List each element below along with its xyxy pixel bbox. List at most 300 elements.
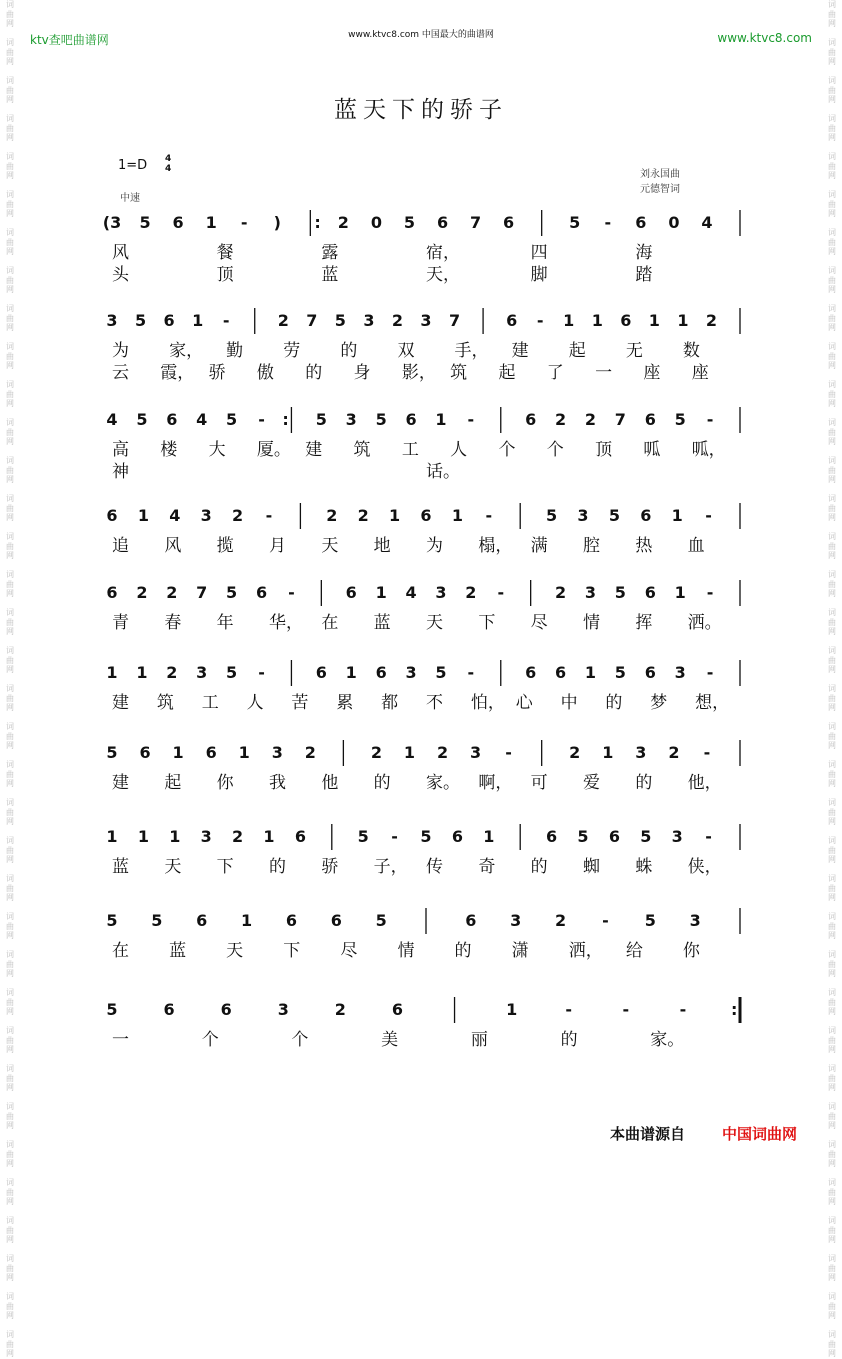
lyric-syllable: 潇 [511, 941, 529, 961]
lyric-syllable: 洒。 [687, 613, 722, 633]
lyric-syllable: 双 [397, 341, 415, 361]
score-note: ) [273, 213, 281, 232]
score-note: - [565, 1000, 573, 1019]
score-note: 5 [403, 213, 416, 232]
lyric-syllable: 建 [112, 693, 129, 713]
lyric-syllable: 的 [269, 857, 286, 877]
score-note: 1 [435, 410, 447, 429]
song-title: 蓝天下的骄子 [334, 97, 508, 123]
score-note: 1 [238, 743, 250, 762]
lyric-syllable: 都 [381, 693, 399, 713]
score-note: 1 [483, 827, 495, 846]
score-note: 1 [106, 663, 118, 682]
lyric-syllable: 风 [112, 243, 129, 263]
score-note: 1 [169, 827, 181, 846]
score-note: 3 [196, 663, 208, 682]
score-note: 6 [294, 827, 306, 846]
score-note: 2 [232, 827, 244, 846]
score-note: - [391, 827, 398, 846]
lyric-syllable: 情 [583, 613, 600, 633]
score-note: 2 [584, 410, 597, 429]
score-note: - [485, 506, 493, 525]
score-note: 3 [671, 827, 683, 846]
score-note: 4 [169, 506, 181, 525]
score-note: 1 [136, 663, 148, 682]
score-note: 5 [106, 1000, 118, 1019]
lyric-syllable: 天 [426, 613, 443, 633]
score-note: 1 [602, 743, 614, 762]
lyric-syllable: 他 [321, 773, 339, 793]
score-note: 3 [435, 583, 447, 602]
score-note: 2 [326, 506, 338, 525]
score-note: 5 [151, 911, 163, 930]
lyric-syllable: 可 [530, 773, 548, 793]
lyric-syllable: 天 [164, 857, 182, 877]
lyric-syllable: 为 [426, 536, 443, 556]
score-note: 1 [137, 506, 149, 525]
score-note: 6 [644, 583, 656, 602]
lyric-syllable: 奇 [478, 857, 496, 877]
lyric-syllable: 追 [112, 536, 129, 556]
lyric-syllable: 座 [643, 363, 661, 383]
lyric-syllable: 宿， [426, 243, 460, 263]
score-note: 6 [220, 1000, 232, 1019]
score-note: 6 [106, 506, 118, 525]
score-note: 1 [389, 506, 401, 525]
lyric-syllable: 座 [691, 363, 709, 383]
score-note: 7 [306, 311, 318, 330]
score-note: 1 [403, 743, 416, 762]
score-note: 3 [271, 743, 283, 762]
score-note: 3 [420, 311, 432, 330]
score-note: - [705, 827, 712, 846]
lyric-syllable: 头 [112, 265, 129, 285]
score-note: 2 [357, 506, 369, 525]
score-note: - [505, 743, 512, 762]
score-note: 6 [525, 410, 537, 429]
score-note: 2 [370, 743, 382, 762]
score-note: 2 [337, 213, 349, 232]
score-note: - [706, 410, 714, 429]
score-note: 1 [451, 506, 463, 525]
score-note: 6 [166, 410, 178, 429]
score-note: 6 [139, 743, 151, 762]
lyric-syllable: 春 [164, 613, 182, 633]
score-note: 1 [106, 827, 118, 846]
lyric-syllable: 青 [112, 613, 129, 633]
lyric-syllable: 影， [401, 363, 436, 383]
score-note: 6 [503, 213, 515, 232]
score-note: 5 [334, 311, 346, 330]
score-note: - [288, 583, 295, 602]
lyric-syllable: 傲 [256, 363, 274, 383]
meter-top: 4 [165, 154, 172, 164]
score-note: 5 [614, 583, 626, 602]
lyric-syllable: 洒， [568, 941, 603, 961]
score-note: 1 [263, 827, 275, 846]
score-note: 5 [375, 911, 387, 930]
score-note: - [497, 583, 505, 602]
lyric-syllable: 骄 [321, 857, 339, 877]
score-note: 4 [106, 410, 118, 429]
lyric-syllable: 起 [568, 341, 586, 361]
lyric-syllable: 工 [201, 693, 219, 713]
score-note: 2 [304, 743, 316, 762]
lyric-syllable: 下 [216, 857, 234, 877]
score-note: 1 [563, 311, 575, 330]
score-note: 2 [277, 311, 289, 330]
score-note: 6 [163, 1000, 175, 1019]
lyric-syllable: 顶 [216, 265, 234, 285]
score-note: 4 [701, 213, 713, 232]
lyric-syllable: 家。 [426, 773, 460, 793]
score-note: 3 [200, 506, 212, 525]
lyric-syllable: 筑 [450, 363, 468, 383]
lyric-syllable: 楼 [160, 440, 178, 460]
score-note: 2 [555, 911, 567, 930]
lyric-syllable: 风 [164, 536, 182, 556]
score-note: 5 [315, 410, 327, 429]
score-note: 5 [226, 663, 238, 682]
score-note: 6 [315, 663, 327, 682]
score-note: 3 [200, 827, 212, 846]
watermark-left: 词 曲 网 词 曲 网 词 曲 网 词 曲 网 词 曲 网 词 曲 网 词 曲 网 词 曲 网 词 曲 网 词 曲 网 词 曲 网 词 曲 网 词 曲 网 词 曲 网 词 曲 网 词 曲 网 词 曲 网 词 曲 网 词 曲 网 词 曲 网 词 曲 网 词 曲 网 词 曲 网 词 曲 网 词 曲 网 词 曲 网 词 曲 网 词 曲 网 词 曲 网 词 曲 网 词 曲 网 词 曲 网 词 曲 网 词 曲 网 词 曲 网 词 曲 网 [6, 0, 14, 1358]
key-signature: 1=D [118, 158, 148, 173]
score-note: 5 [226, 583, 238, 602]
footer-source-label: 本曲谱源自 [610, 1125, 686, 1143]
score-note: 1 [671, 506, 683, 525]
score-note: 6 [391, 1000, 404, 1019]
lyric-syllable: 的 [530, 857, 548, 877]
score-note: 6 [172, 213, 184, 232]
score-note: 5 [674, 410, 686, 429]
lyric-syllable: 榻， [478, 536, 513, 556]
lyric-syllable: 不 [426, 693, 443, 713]
score-note: 2 [166, 663, 178, 682]
score-note: 5 [375, 410, 387, 429]
score-note: 6 [644, 410, 656, 429]
score-note: 3 [363, 311, 375, 330]
score-note: 1 [137, 827, 149, 846]
lyric-syllable: 一 [112, 1030, 129, 1050]
lyric-syllable: 情 [397, 941, 415, 961]
lyric-syllable: 蓝 [373, 613, 391, 633]
lyric-syllable: 人 [450, 440, 468, 460]
score-note: 7 [470, 213, 482, 232]
lyric-syllable: 他， [687, 773, 722, 793]
lyric-syllable: 勤 [226, 341, 244, 361]
score-note: 6 [255, 583, 268, 602]
repeat-sign: : [731, 1000, 738, 1019]
lyric-syllable: 建 [305, 440, 323, 460]
score-note: 6 [436, 213, 449, 232]
score-note: 4 [405, 583, 417, 602]
lyric-syllable: 工 [401, 440, 419, 460]
score-note: 6 [635, 213, 647, 232]
score-note: 6 [345, 583, 357, 602]
lyric-syllable: 人 [246, 693, 264, 713]
composer-credit: 刘永国曲 [640, 169, 680, 180]
lyric-syllable: 的 [340, 341, 358, 361]
score-note: - [240, 213, 248, 232]
score-note: 2 [166, 583, 178, 602]
score-note: 1 [375, 583, 387, 602]
lyric-syllable: 顶 [595, 440, 613, 460]
lyric-syllable: 腔 [583, 536, 600, 556]
score-note: 5 [546, 506, 558, 525]
score-note: 1 [584, 663, 597, 682]
score-note: 6 [420, 506, 432, 525]
lyric-syllable: 海 [635, 243, 653, 263]
score-note: 6 [640, 506, 652, 525]
lyric-syllable: 苦 [291, 693, 309, 713]
lyricist-credit: 元德智词 [640, 184, 680, 195]
lyric-syllable: 蓝 [169, 941, 187, 961]
lyric-syllable: 想， [695, 693, 730, 713]
lyric-syllable: 为 [112, 341, 129, 361]
lyric-syllable: 下 [478, 613, 496, 633]
score-note: - [265, 506, 273, 525]
lyric-syllable: 梦 [650, 693, 668, 713]
repeat-sign: : [314, 213, 321, 232]
score-note: 1 [192, 311, 204, 330]
score-note: 2 [436, 743, 449, 762]
lyric-syllable: 数 [682, 341, 700, 361]
lyric-syllable: 尽 [340, 941, 358, 961]
lyric-syllable: 个 [291, 1030, 309, 1050]
score-note: 2 [555, 410, 567, 429]
header-site-center[interactable]: www.ktvc8.com 中国最大的曲谱网 [348, 30, 494, 40]
score-note: 1 [345, 663, 357, 682]
lyric-syllable: 给 [625, 941, 643, 961]
lyric-syllable: 你 [216, 773, 234, 793]
lyric-syllable: 年 [216, 613, 234, 633]
score-note: 1 [648, 311, 660, 330]
lyric-syllable: 起 [164, 773, 182, 793]
lyric-syllable: 骄 [208, 363, 226, 383]
score-note: 1 [172, 743, 184, 762]
lyric-syllable: 神 [112, 462, 129, 482]
lyric-syllable: 子， [373, 857, 408, 877]
score-note: 3 [635, 743, 647, 762]
score-note: 3 [577, 506, 589, 525]
score-note: - [467, 410, 475, 429]
lyric-syllable: 一 [595, 363, 613, 383]
score-note: (3 [102, 213, 122, 232]
lyric-syllable: 蓝 [112, 857, 129, 877]
score-note: 5 [614, 663, 626, 682]
lyric-syllable: 露 [321, 243, 339, 263]
lyric-syllable: 的 [305, 363, 323, 383]
score-note: 2 [668, 743, 680, 762]
score-note: - [258, 663, 265, 682]
score-note: 2 [465, 583, 477, 602]
score-note: 3 [470, 743, 482, 762]
score-note: 0 [668, 213, 680, 232]
score-note: 5 [577, 827, 589, 846]
score-note: 5 [644, 911, 656, 930]
score-note: 6 [285, 911, 297, 930]
score-note: 6 [106, 583, 118, 602]
lyric-syllable: 血 [687, 536, 705, 556]
lyric-syllable: 心 [515, 693, 533, 713]
lyric-syllable: 怕， [470, 693, 505, 713]
lyric-syllable: 在 [321, 613, 339, 633]
score-note: 3 [345, 410, 357, 429]
score-note: 6 [330, 911, 342, 930]
score-note: 6 [375, 663, 387, 682]
lyric-syllable: 建 [511, 341, 529, 361]
score-note: 3 [689, 911, 701, 930]
lyric-syllable: 的 [560, 1030, 578, 1050]
score-note: 5 [435, 663, 447, 682]
score-note: 2 [569, 743, 581, 762]
lyric-syllable: 的 [635, 773, 653, 793]
score-note: 6 [205, 743, 217, 762]
score-note: - [602, 911, 609, 930]
score-note: - [222, 311, 230, 330]
lyric-syllable: 起 [498, 363, 516, 383]
header-site-left[interactable]: ktv查吧曲谱网 [30, 33, 109, 47]
lyric-syllable: 个 [546, 440, 564, 460]
score-note: 5 [134, 311, 147, 330]
lyric-syllable: 呱 [643, 440, 661, 460]
lyric-syllable: 的 [373, 773, 391, 793]
score-note: 2 [705, 311, 718, 330]
score-note: 5 [640, 827, 652, 846]
lyric-syllable: 侠， [687, 857, 722, 877]
tempo-marking: 中速 [120, 193, 140, 204]
score-note: 2 [391, 311, 404, 330]
score-note: 5 [608, 506, 620, 525]
lyric-syllable: 挥 [635, 613, 653, 633]
score-note: 6 [196, 911, 208, 930]
lyric-syllable: 的 [605, 693, 623, 713]
score-note: 2 [334, 1000, 346, 1019]
score-note: 3 [405, 663, 417, 682]
score-note: - [706, 663, 714, 682]
lyric-syllable: 热 [635, 536, 653, 556]
lyric-syllable: 踏 [635, 265, 653, 285]
score-note: 6 [555, 663, 567, 682]
score-note: - [467, 663, 475, 682]
score-note: 5 [139, 213, 151, 232]
score-note: - [703, 743, 711, 762]
lyric-syllable: 蓝 [321, 265, 339, 285]
score-note: - [705, 506, 712, 525]
lyric-syllable: 丽 [470, 1030, 488, 1050]
lyric-syllable: 天 [321, 536, 339, 556]
lyric-syllable: 餐 [216, 243, 234, 263]
lyric-syllable: 在 [112, 941, 129, 961]
score-note: 6 [465, 911, 477, 930]
score-note: 2 [555, 583, 567, 602]
score-note: 1 [506, 1000, 518, 1019]
score-note: - [706, 583, 714, 602]
lyric-syllable: 尽 [530, 613, 548, 633]
lyric-syllable: 云 [112, 363, 129, 383]
score-note: 6 [506, 311, 518, 330]
lyric-syllable: 家。 [650, 1030, 685, 1050]
score-note: 6 [608, 827, 620, 846]
lyric-syllable: 了 [546, 363, 564, 383]
lyric-syllable: 劳 [283, 341, 301, 361]
lyric-syllable: 天 [226, 941, 244, 961]
lyric-syllable: 手， [454, 341, 489, 361]
score-note: 6 [163, 311, 175, 330]
lyric-syllable: 大 [208, 440, 226, 460]
lyric-syllable: 美 [381, 1030, 399, 1050]
score-note: - [679, 1000, 687, 1019]
score-note: 5 [569, 213, 581, 232]
lyric-syllable: 四 [530, 243, 548, 263]
score-note: 3 [674, 663, 686, 682]
score-note: 5 [226, 410, 238, 429]
lyric-syllable: 个 [201, 1030, 219, 1050]
lyric-syllable: 我 [269, 773, 286, 793]
score-note: 7 [196, 583, 208, 602]
lyric-syllable: 揽 [216, 536, 234, 556]
lyric-syllable: 霞， [160, 363, 195, 383]
score-note: 3 [584, 583, 597, 602]
score-note: 6 [644, 663, 656, 682]
lyric-syllable: 的 [454, 941, 472, 961]
lyric-syllable: 筑 [353, 440, 371, 460]
score-note: 3 [277, 1000, 289, 1019]
lyric-syllable: 传 [426, 857, 443, 877]
score-note: 5 [136, 410, 148, 429]
score-note: - [258, 410, 265, 429]
score-note: 1 [205, 213, 217, 232]
lyric-syllable: 月 [269, 536, 286, 556]
score-note: 3 [510, 911, 522, 930]
score-note: 6 [405, 410, 417, 429]
score-note: 5 [106, 743, 118, 762]
score-note: 2 [232, 506, 244, 525]
lyric-syllable: 中 [560, 693, 578, 713]
score-note: 6 [620, 311, 632, 330]
lyric-syllable: 累 [336, 693, 354, 713]
lyric-syllable: 高 [112, 440, 129, 460]
lyric-syllable: 建 [112, 773, 129, 793]
header-site-right[interactable]: www.ktvc8.com [717, 31, 812, 45]
score-note: 6 [451, 827, 463, 846]
lyric-syllable: 家， [169, 341, 204, 361]
score-note: 6 [546, 827, 558, 846]
lyric-syllable: 华， [269, 613, 303, 633]
score-note: 1 [241, 911, 253, 930]
lyric-syllable: 身 [353, 363, 371, 383]
score-note: 0 [370, 213, 382, 232]
score-note: - [536, 311, 544, 330]
score-note: 5 [420, 827, 432, 846]
score-note: 1 [591, 311, 603, 330]
score-note: 4 [196, 410, 208, 429]
score-note: 7 [448, 311, 461, 330]
lyric-syllable: 呱， [691, 440, 726, 460]
score-note: 3 [106, 311, 118, 330]
repeat-sign: : [282, 410, 289, 429]
score-note: 1 [677, 311, 689, 330]
lyric-syllable: 天， [426, 265, 460, 285]
lyric-syllable: 筑 [156, 693, 174, 713]
lyric-syllable: 满 [530, 536, 548, 556]
score-note: 2 [136, 583, 148, 602]
lyric-syllable: 蛛 [635, 857, 653, 877]
footer-source-site[interactable]: 中国词曲网 [722, 1125, 798, 1143]
lyric-syllable: 蜘 [583, 857, 600, 877]
score-note: 1 [674, 583, 686, 602]
